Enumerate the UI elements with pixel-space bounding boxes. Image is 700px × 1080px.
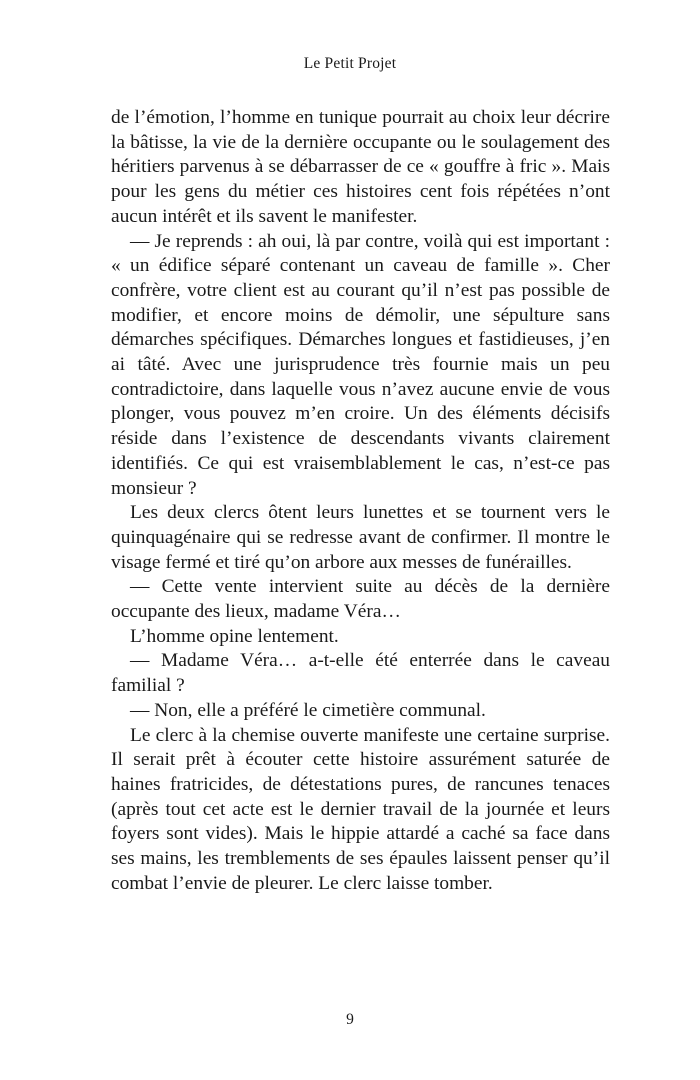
page-number: 9 <box>346 1011 354 1028</box>
paragraph: Les deux clercs ôtent leurs lunettes et se tournent vers le quinquagénaire qui se redresse avant de confirmer. Il montre le visage fermé et tiré qu’on arbore aux messes de funérailles. <box>111 502 610 573</box>
paragraph: de l’émotion, l’homme en tunique pourrait au choix leur décrire la bâtisse, la vie de la dernière occupante ou le soulagement des héritiers parvenus à se débarrasser de ce « gouffre à fric ». Mais pour les gens du métier ces histoires cent fois répétées n’ont aucun intérêt et ils savent le manifester. <box>111 107 610 227</box>
paragraph: L’homme opine lentement. <box>130 625 339 647</box>
paragraph: — Non, elle a préféré le cimetière communal. <box>130 699 486 721</box>
paragraph: Le clerc à la chemise ouverte manifeste une certaine surprise. Il serait prêt à écouter cette histoire assurément saturée de haines fratricides, de détestations pures, de rancunes tenaces (après tout cet acte est le dernier travail de la journée et leurs foyers sont vides). Mais le hippie attardé a caché sa face dans ses mains, les tremblements de ses épaules laissent penser qu’il combat l’envie de pleurer. Le clerc laisse tomber. <box>111 724 610 894</box>
paragraph: — Madame Véra… a-t-elle été enterrée dans le caveau familial ? <box>111 650 610 697</box>
page-body <box>111 106 610 897</box>
paragraph: — Cette vente intervient suite au décès de la dernière occupante des lieux, madame Véra… <box>111 576 610 623</box>
paragraph: — Je reprends : ah oui, là par contre, voilà qui est important : « un édifice séparé contenant un caveau de famille ». Cher confrère, votre client est au courant qu’il n’est pas possible de modifier, et encore moins de démolir, une sépulture sans démarches spécifiques. Démarches longues et fastidieuses, j’en ai tâté. Avec une jurisprudence très fournie mais un peu contradictoire, dans laquelle vous n’avez aucune envie de vous plonger, vous pouvez m’en croire. Un des éléments décisifs réside dans l’existence de descendants vivants clairement identifiés. Ce qui est vraisemblablement le cas, n’est-ce pas monsieur ? <box>111 230 610 499</box>
running-header: Le Petit Projet <box>303 55 397 72</box>
